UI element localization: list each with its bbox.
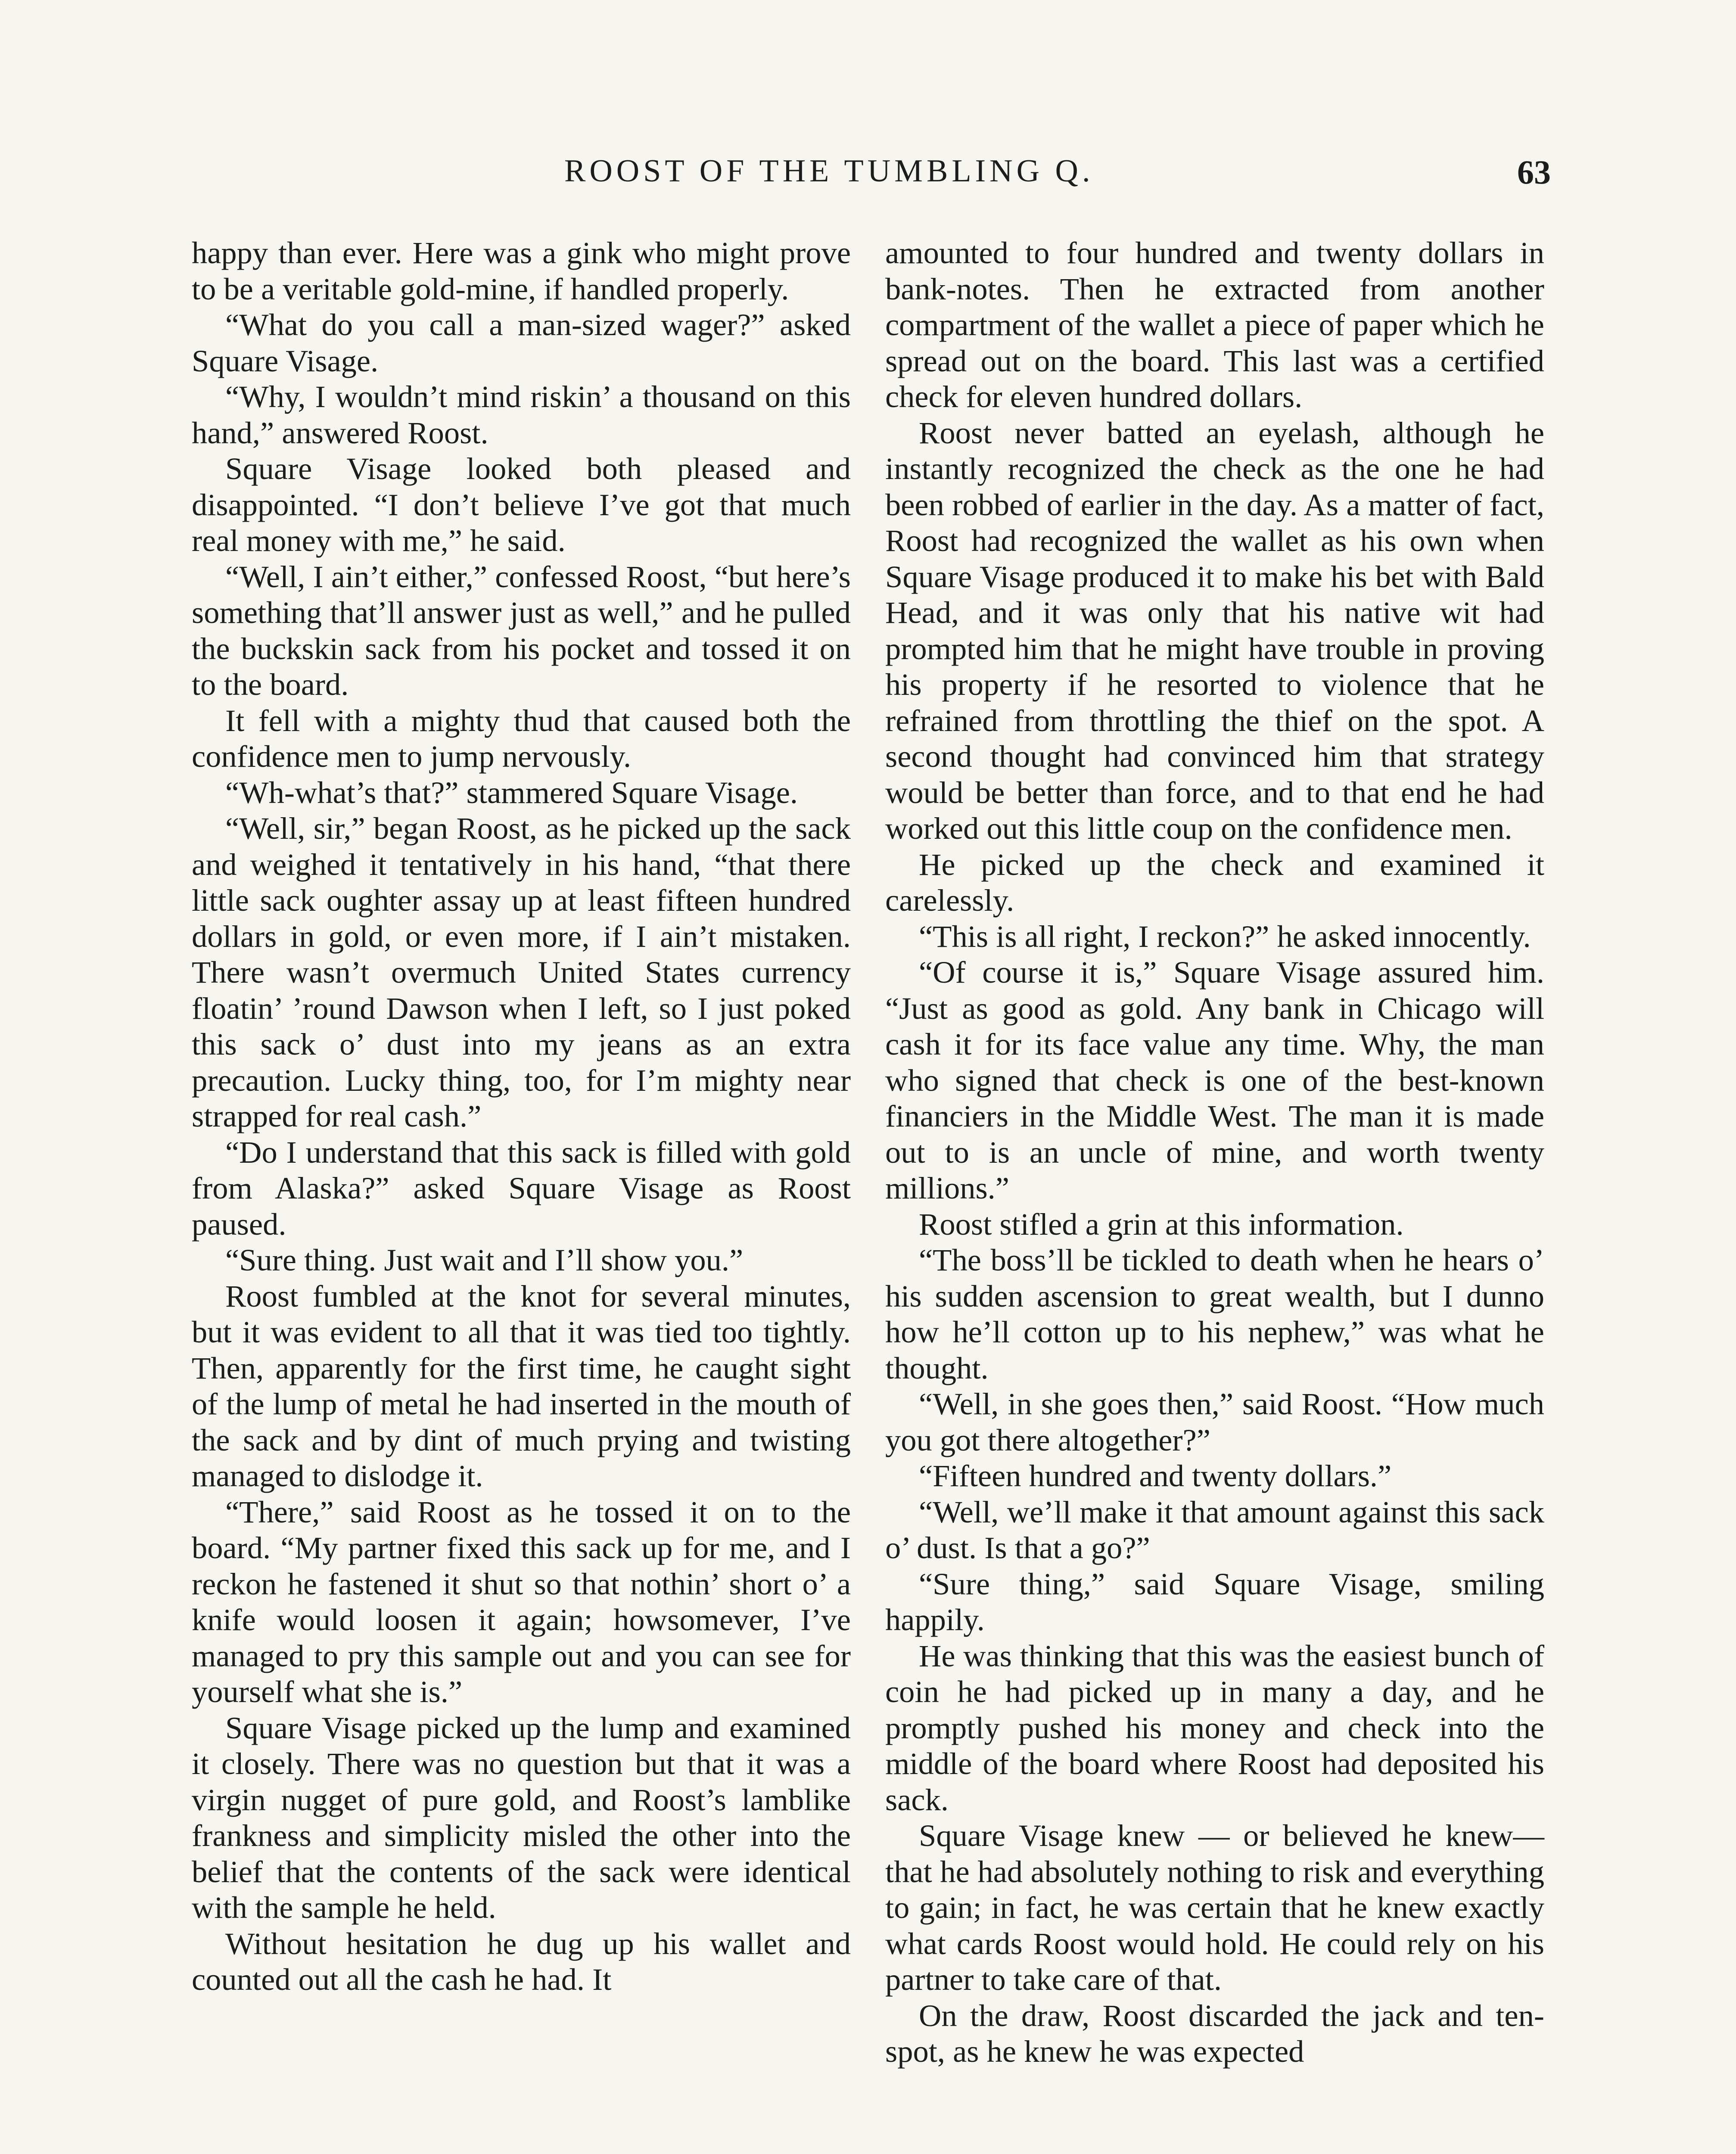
paragraph: “Well, sir,” began Roost, as he picked up the sack and weighed it tentatively in his hand, “that there little sack oughter assay up at least fifteen hundred dollars in gold, or even more, if I ain’t mistaken. There wasn’t overmuch United States currency floatin’ ’round Dawson when I left, so I just poked this sack o’ dust into my jeans as an extra precaution. Lucky thing, too, for I’m mighty near strapped for real cash.”	[192, 811, 851, 1133]
paragraph: “Of course it is,” Square Visage assured him. “Just as good as gold. Any bank in Chicago will cash it for its face value any time. Why, the man who signed that check is one of the best-known financiers in the Middle West. The man it is made out to is an uncle of mine, and worth twenty millions.”	[885, 955, 1544, 1205]
paragraph: amounted to four hundred and twenty dollars in bank-notes. Then he extracted from another compartment of the wallet a piece of paper which he spread out on the board. This last was a certified check for eleven hundred dollars.	[885, 235, 1544, 414]
paragraph: Roost never batted an eyelash, although he instantly recognized the check as the one he had been robbed of earlier in the day. As a matter of fact, Roost had recognized the wallet as his own when Square Visage produced it to make his bet with Bald Head, and it was only that his native wit had prompted him that he might have trouble in proving his property if he resorted to violence that he refrained from throttling the thief on the spot. A second thought had convinced him that strategy would be better than force, and to that end he had worked out this little coup on the confidence men.	[885, 415, 1544, 846]
paragraph: “Sure thing,” said Square Visage, smiling happily.	[885, 1566, 1544, 1637]
paragraph: “There,” said Roost as he tossed it on to the board. “My partner fixed this sack up for me, and I reckon he fastened it shut so that nothin’ short o’ a knife would loosen it again; howsomever, I’ve managed to pry this sample out and you can see for yourself what she is.”	[192, 1494, 851, 1709]
paragraph: Without hesitation he dug up his wallet and counted out all the cash he had. It	[192, 1926, 851, 1997]
paragraph: He picked up the check and examined it carelessly.	[885, 847, 1544, 918]
paragraph: Square Visage knew — or believed he knew—that he had absolutely nothing to risk and everything to gain; in fact, he was certain that he knew exactly what cards Roost would hold. He could rely on his partner to take care of that.	[885, 1818, 1544, 1997]
paragraph: “Well, in she goes then,” said Roost. “How much you got there altogether?”	[885, 1386, 1544, 1457]
text-column-right	[885, 235, 1544, 2070]
running-header	[0, 153, 1736, 200]
paragraph: Roost stifled a grin at this information.	[919, 1206, 1404, 1242]
text-column-left	[192, 235, 851, 1998]
paragraph: On the draw, Roost discarded the jack and ten-spot, as he knew he was expected	[885, 1998, 1544, 2069]
page-number: 63	[1517, 153, 1551, 191]
paragraph: “Sure thing. Just wait and I’ll show you.”	[225, 1242, 744, 1277]
paragraph: It fell with a mighty thud that caused both the confidence men to jump nervously.	[192, 703, 851, 774]
running-title: ROOST OF THE TUMBLING Q.	[564, 153, 1094, 189]
paragraph: “Well, I ain’t either,” confessed Roost, “but here’s something that’ll answer just as well,” and he pulled the buckskin sack from his pocket and tossed it on to the board.	[192, 559, 851, 702]
paragraph: happy than ever. Here was a gink who might prove to be a veritable gold-mine, if handled properly.	[192, 235, 851, 306]
paragraph: “Do I understand that this sack is filled with gold from Alaska?” asked Square Visage as Roost paused.	[192, 1134, 851, 1242]
paragraph: Square Visage looked both pleased and disappointed. “I don’t believe I’ve got that much real money with me,” he said.	[192, 451, 851, 558]
paragraph: “Fifteen hundred and twenty dollars.”	[919, 1458, 1392, 1493]
paragraph: “Well, we’ll make it that amount against this sack o’ dust. Is that a go?”	[885, 1494, 1544, 1565]
paragraph: Roost fumbled at the knot for several minutes, but it was evident to all that it was tied too tightly. Then, apparently for the first time, he caught sight of the lump of metal he had inserted in the mouth of the sack and by dint of much prying and twisting managed to dislodge it.	[192, 1278, 851, 1493]
paragraph: “Wh-what’s that?” stammered Square Visage.	[225, 775, 798, 810]
paragraph: Square Visage picked up the lump and examined it closely. There was no question but that it was a virgin nugget of pure gold, and Roost’s lamblike frankness and simplicity misled the other into the belief that the contents of the sack were identical with the sample he held.	[192, 1710, 851, 1925]
paragraph: “The boss’ll be tickled to death when he hears o’ his sudden ascension to great wealth, but I dunno how he’ll cotton up to his nephew,” was what he thought.	[885, 1242, 1544, 1385]
paragraph: “What do you call a man-sized wager?” asked Square Visage.	[192, 307, 851, 378]
paragraph: “This is all right, I reckon?” he asked innocently.	[919, 918, 1531, 954]
paragraph: He was thinking that this was the easiest bunch of coin he had picked up in many a day, and he promptly pushed his money and check into the middle of the board where Roost had deposited his sack.	[885, 1638, 1544, 1817]
paragraph: “Why, I wouldn’t mind riskin’ a thousand on this hand,” answered Roost.	[192, 379, 851, 450]
